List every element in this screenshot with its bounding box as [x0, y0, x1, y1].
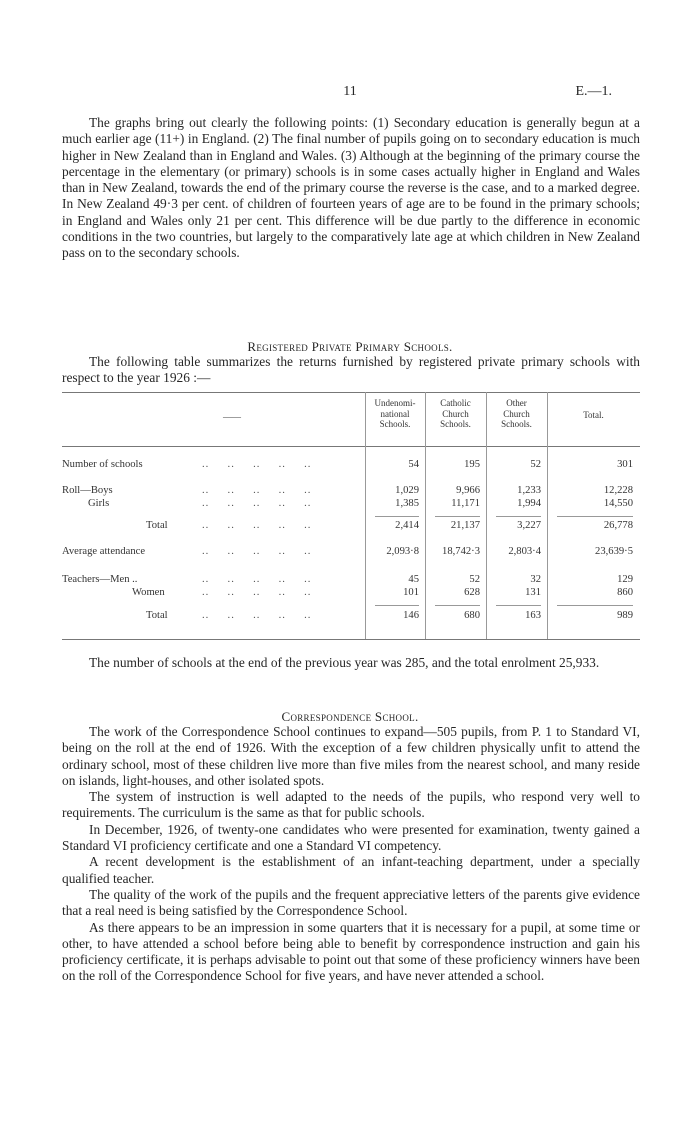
cell-roll-total-total: 26,778 [603, 520, 633, 531]
subtotal-rule [375, 605, 419, 606]
cell-schools-catholic: 195 [464, 459, 480, 470]
private-schools-heading: Registered Private Primary Schools. [247, 339, 453, 354]
previous-year-text: The number of schools at the end of the previous year was 285, and the total enrolment 25,933. [89, 655, 600, 670]
subtotal-rule [557, 605, 633, 606]
correspondence-paragraph: The work of the Correspondence School continues to expand—505 pupils, from P. 1 to Standard VI, being on the roll at the end of 1926. With the exception of a few children physically unfit to attend the ordinary school, most of these children live more than five miles from the nearest school, and many reside on islands, light-houses, and other isolated spots. [62, 724, 640, 788]
cell-boys-total: 12,228 [603, 485, 633, 496]
cell-attendance-total: 23,639·5 [595, 546, 633, 557]
correspondence-paragraph: As there appears to be an impression in some quarters that it is necessary for a pupil, at some time or other, to have attended a school before being able to benefit by correspondence instruction and gain his proficiency certificate, it is perhaps advisable to point out that some of these proficiency winners have been on the roll of the Correspondence School for five years, and have never attended a school. [62, 919, 640, 984]
cell-teachers-total-undenominational: 146 [403, 610, 419, 621]
cell-men-undenominational: 45 [408, 574, 419, 585]
cell-men-catholic: 52 [469, 574, 480, 585]
cell-girls-catholic: 11,171 [451, 498, 480, 509]
cell-boys-other: 1,233 [517, 485, 541, 496]
cell-roll-total-other: 3,227 [517, 520, 541, 531]
cell-attendance-undenominational: 2,093·8 [386, 546, 419, 557]
cell-women-undenominational: 101 [403, 587, 419, 598]
subtotal-rule [435, 605, 480, 606]
row-leader-dots: .. .. .. .. .. [202, 459, 312, 470]
row-label-roll-boys: Roll—Boys [62, 485, 113, 496]
cell-girls-total: 14,550 [603, 498, 633, 509]
header-undenominational: Undenomi- national Schools. [374, 398, 416, 429]
row-label-roll-girls: Girls [88, 498, 110, 509]
cell-women-total: 860 [617, 587, 633, 598]
cell-boys-undenominational: 1,029 [395, 485, 419, 496]
subtotal-rule [435, 516, 480, 517]
graphs-paragraph [62, 115, 640, 262]
correspondence-paragraph: In December, 1926, of twenty-one candidates who were presented for examination, twenty gained a Standard VI proficiency certificate and one a Standard VI competency. [62, 821, 640, 854]
header-total: Total. [583, 410, 604, 420]
cell-women-other: 131 [525, 587, 541, 598]
row-leader-dots: .. .. .. .. .. [202, 498, 312, 509]
cell-roll-total-undenominational: 2,414 [395, 520, 419, 531]
cell-women-catholic: 628 [464, 587, 480, 598]
cell-schools-total: 301 [617, 459, 633, 470]
previous-year-paragraph [62, 655, 640, 671]
page-number: 11 [343, 84, 357, 99]
row-leader-dots: .. .. .. .. .. [202, 610, 312, 621]
table-bottom-rule [62, 639, 640, 640]
subtotal-rule [496, 605, 541, 606]
correspondence-section [62, 724, 640, 985]
table-header-rule [62, 446, 640, 447]
cell-teachers-total-catholic: 680 [464, 610, 480, 621]
cell-attendance-other: 2,803·4 [508, 546, 541, 557]
page-header [0, 84, 700, 104]
subtotal-rule [375, 516, 419, 517]
header-catholic: Catholic Church Schools. [440, 398, 471, 429]
header-dash: —— [223, 412, 241, 422]
row-leader-dots: .. .. .. .. .. [202, 574, 312, 585]
subtotal-rule [557, 516, 633, 517]
document-code: E.—1. [575, 84, 612, 99]
cell-teachers-total-other: 163 [525, 610, 541, 621]
cell-schools-other: 52 [530, 459, 541, 470]
cell-attendance-catholic: 18,742·3 [442, 546, 480, 557]
row-label-teachers-women: Women [132, 587, 165, 598]
row-leader-dots: .. .. .. .. .. [202, 520, 312, 531]
correspondence-paragraph: A recent development is the establishment of an infant-teaching department, under a specially qualified teacher. [62, 854, 640, 886]
cell-roll-total-catholic: 21,137 [450, 520, 480, 531]
graphs-paragraph-text: The graphs bring out clearly the following points: (1) Secondary education is generally begun at a much earlier age (11+) in England. (2) The final number of pupils going on to secondary education is much higher in New Zealand than in England and Wales. (3) Although at the beginning of the primary course the percentage in the elementary (or primary) schools is in some cases actually higher in England and Wales than in New Zealand, towards the end of the primary course the reverse is the case, and to a marked degree. In New Zealand 49·3 per cent. of children of fourteen years of age are to be found in the primary schools; in England and Wales only 21 per cent. This difference will be due partly to the difference in economic conditions in the two countries, but largely to the comparatively late age at which children in New Zealand pass on to the secondary schools. [62, 115, 640, 261]
cell-schools-undenominational: 54 [408, 459, 419, 470]
row-leader-dots: .. .. .. .. .. [202, 485, 312, 496]
cell-boys-catholic: 9,966 [456, 485, 480, 496]
table-top-rule [62, 392, 640, 393]
row-label-teachers-men: Teachers—Men .. [62, 574, 138, 585]
subtotal-rule [496, 516, 541, 517]
header-other-church: Other Church Schools. [501, 398, 532, 429]
column-divider [547, 392, 548, 639]
cell-men-other: 32 [530, 574, 541, 585]
cell-girls-other: 1,994 [517, 498, 541, 509]
correspondence-school-heading: Correspondence School. [281, 709, 419, 724]
correspondence-paragraph: The system of instruction is well adapted to the needs of the pupils, who respond very well to requirements. The curriculum is the same as that for public schools. [62, 789, 640, 821]
correspondence-paragraph: The quality of the work of the pupils and the frequent appreciative letters of the parents give evidence that a real need is being satisfied by the Correspondence School. [62, 886, 640, 919]
row-label-schools: Number of schools [62, 459, 143, 470]
row-label-roll-total: Total [146, 520, 168, 531]
row-label-teachers-total: Total [146, 610, 168, 621]
table-intro-paragraph [62, 354, 640, 387]
row-label-attendance: Average attendance [62, 546, 146, 557]
table-intro-text: The following table summarizes the returns furnished by registered private primary schools with respect to the year 1926 :— [62, 354, 640, 386]
row-leader-dots: .. .. .. .. .. [202, 587, 312, 598]
row-leader-dots: .. .. .. .. .. [202, 546, 312, 557]
cell-girls-undenominational: 1,385 [395, 498, 419, 509]
cell-men-total: 129 [617, 574, 633, 585]
cell-teachers-total-total: 989 [617, 610, 633, 621]
